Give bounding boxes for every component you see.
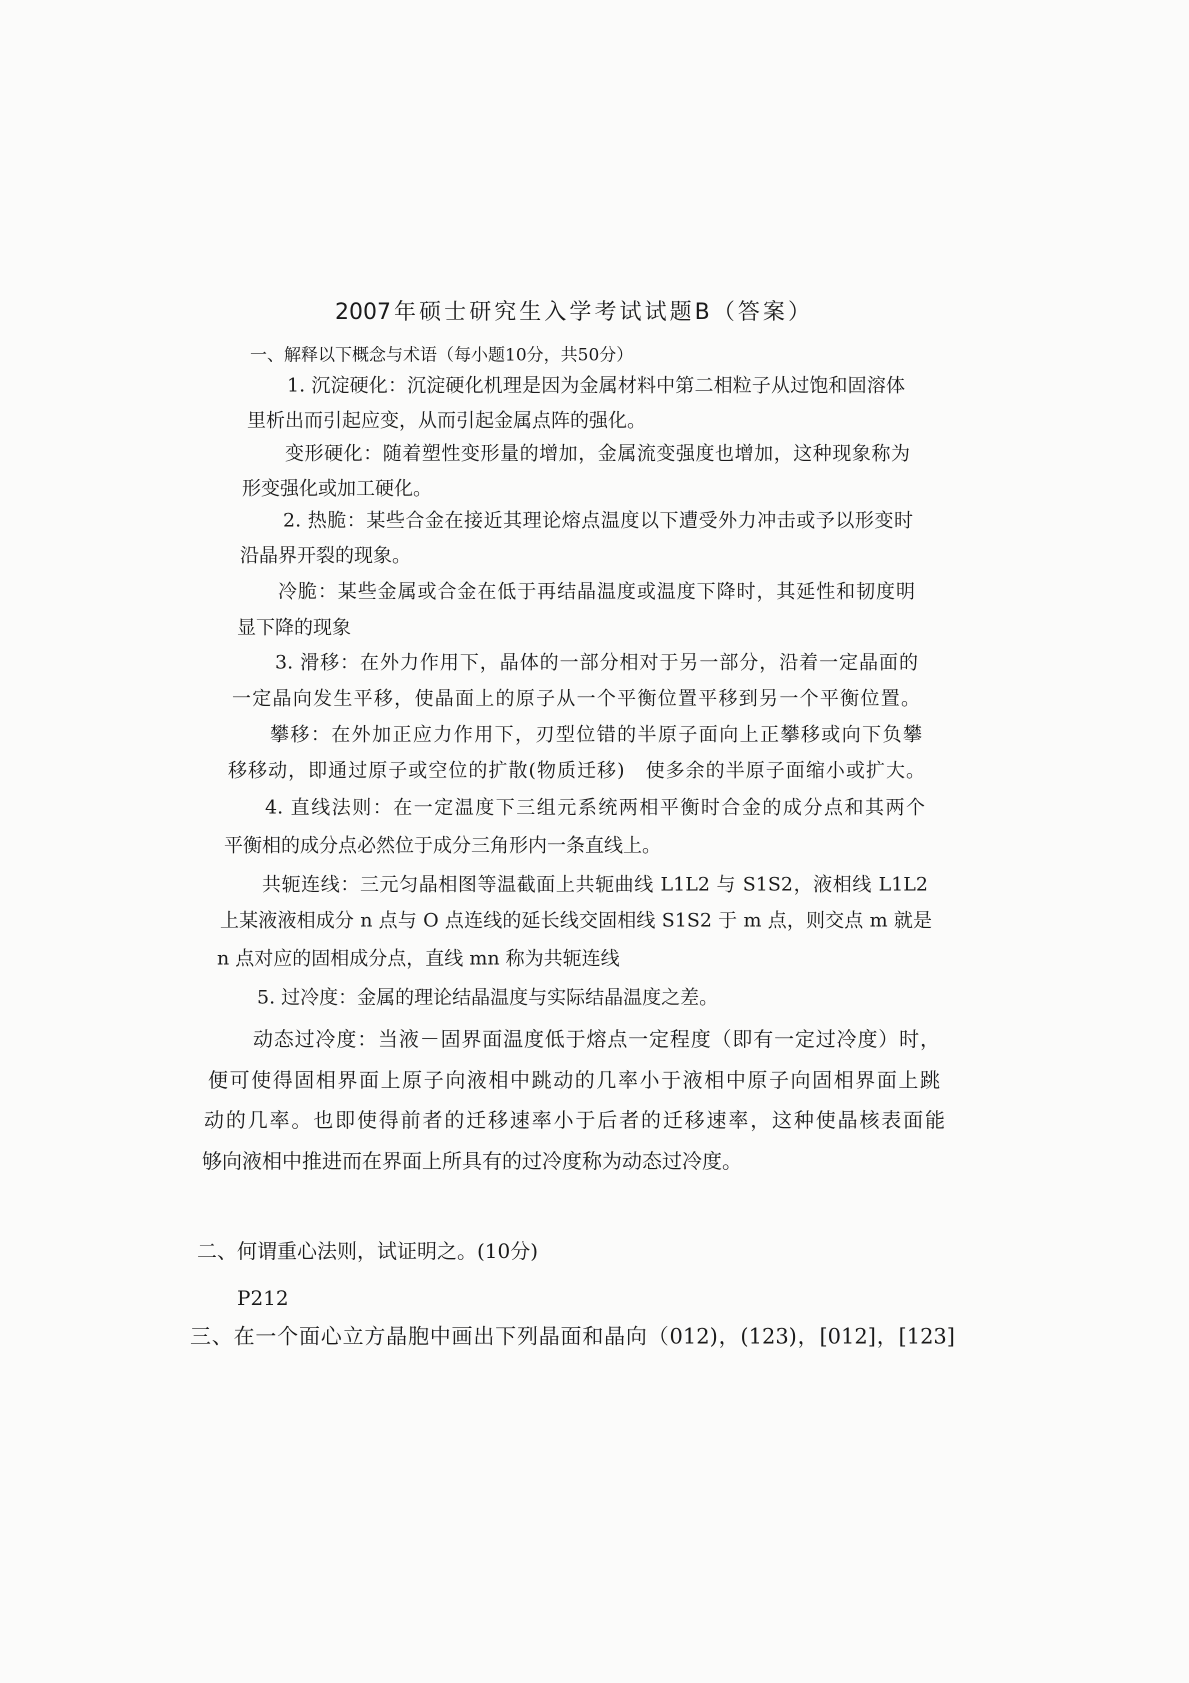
answer-line: 一定晶向发生平移，使晶面上的原子从一个平衡位置平移到另一个平衡位置。 bbox=[232, 687, 920, 710]
answer-line: 3. 滑移：在外力作用下，晶体的一部分相对于另一部分，沿着一定晶面的 bbox=[275, 651, 918, 674]
section-2-heading: 二、何谓重心法则，试证明之。(10分) bbox=[197, 1239, 539, 1263]
answer-line: 移移动，即通过原子或空位的扩散(物质迁移) 使多余的半原子面缩小或扩大。 bbox=[228, 759, 925, 782]
answer-line: 5. 过冷度：金属的理论结晶温度与实际结晶温度之差。 bbox=[257, 986, 719, 1009]
answer-line: 共轭连线：三元匀晶相图等温截面上共轭曲线 L1L2 与 S1S2，液相线 L1L2 bbox=[262, 873, 928, 896]
answer-line: 沿晶界开裂的现象。 bbox=[240, 544, 412, 567]
answer-line: 够向液相中推进而在界面上所具有的过冷度称为动态过冷度。 bbox=[202, 1149, 742, 1173]
answer-line: 里析出而引起应变，从而引起金属点阵的强化。 bbox=[247, 409, 647, 432]
answer-line: 形变强化或加工硬化。 bbox=[242, 477, 433, 500]
answer-line: 攀移：在外加正应力作用下，刃型位错的半原子面向上正攀移或向下负攀 bbox=[270, 723, 922, 746]
answer-line: 上某液液相成分 n 点与 O 点连线的延长线交固相线 S1S2 于 m 点，则交点 m 就是 bbox=[220, 909, 932, 932]
answer-line: 便可使得固相界面上原子向液相中跳动的几率小于液相中原子向固相界面上跳 bbox=[208, 1068, 940, 1092]
answer-line: 冷脆：某些金属或合金在低于再结晶温度或温度下降时，其延性和韧度明 bbox=[278, 580, 915, 603]
section-3-heading: 三、在一个面心立方晶胞中画出下列晶面和晶向（012)，(123)，[012]，[123] bbox=[190, 1324, 955, 1349]
answer-line: 平衡相的成分点必然位于成分三角形内一条直线上。 bbox=[224, 834, 662, 857]
answer-line: 4. 直线法则：在一定温度下三组元系统两相平衡时合金的成分点和其两个 bbox=[265, 796, 925, 819]
answer-line: 变形硬化：随着塑性变形量的增加，金属流变强度也增加，这种现象称为 bbox=[285, 442, 910, 465]
section-1-heading: 一、解释以下概念与术语（每小题10分，共50分） bbox=[250, 345, 634, 366]
answer-line: 1. 沉淀硬化：沉淀硬化机理是因为金属材料中第二相粒子从过饱和固溶体 bbox=[287, 374, 905, 397]
answer-line: 动态过冷度：当液－固界面温度低于熔点一定程度（即有一定过冷度）时， bbox=[253, 1027, 940, 1051]
answer-line: 显下降的现象 bbox=[237, 616, 352, 639]
section-2-answer: P212 bbox=[237, 1286, 289, 1310]
answer-line: 2. 热脆：某些合金在接近其理论熔点温度以下遭受外力冲击或予以形变时 bbox=[283, 509, 913, 532]
answer-line: n 点对应的固相成分点，直线 mn 称为共轭连线 bbox=[217, 947, 620, 970]
page-title: 2007年硕士研究生入学考试试题B（答案） bbox=[335, 299, 810, 325]
answer-line: 动的几率。也即使得前者的迁移速率小于后者的迁移速率，这种使晶核表面能 bbox=[204, 1108, 945, 1132]
